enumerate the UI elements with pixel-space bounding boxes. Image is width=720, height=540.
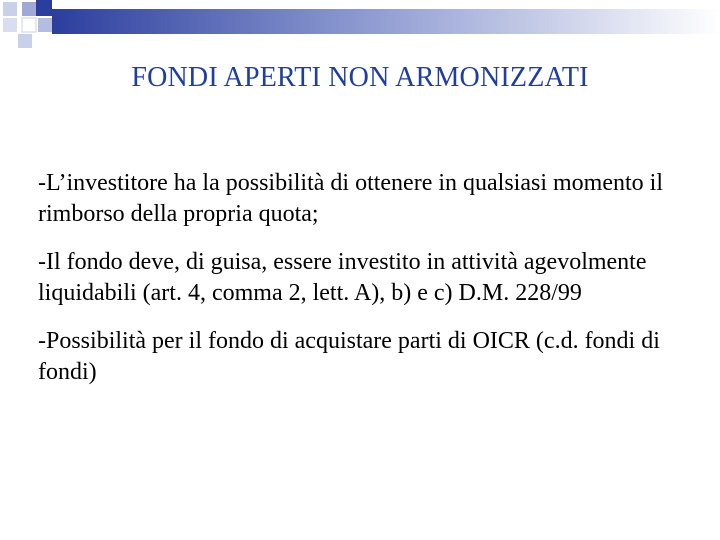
deco-square — [22, 2, 36, 16]
deco-square — [22, 18, 36, 32]
deco-square — [36, 0, 52, 16]
header-decoration — [0, 0, 720, 60]
deco-square — [3, 18, 17, 32]
slide-body — [38, 168, 698, 405]
header-gradient-bar — [52, 9, 720, 34]
deco-square — [38, 18, 52, 32]
deco-square — [18, 34, 32, 48]
deco-square — [3, 2, 17, 16]
body-paragraph: -Possibilità per il fondo di acquistare parti di OICR (c.d. fondi di fondi) — [38, 328, 660, 385]
slide-title: FONDI APERTI NON ARMONIZZATI — [131, 62, 589, 93]
body-paragraph: -L’investitore ha la possibilità di ottenere in qualsiasi momento il rimborso della propria quota; — [38, 170, 663, 227]
body-paragraph: -Il fondo deve, di guisa, essere investito in attività agevolmente liquidabili (art. 4, comma 2, lett. A), b) e c) D.M. 228/99 — [38, 249, 647, 306]
